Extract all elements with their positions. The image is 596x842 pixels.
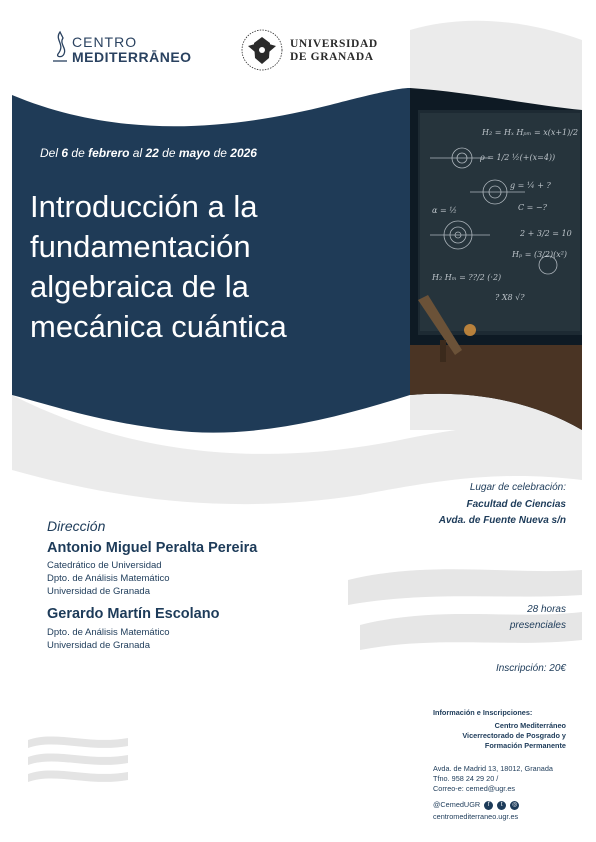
director-name: Antonio Miguel Peralta Pereira [47,540,258,556]
venue-place: Facultad de Ciencias [466,499,566,510]
centro-logo-line1: CENTRO [72,34,138,50]
date-start-month: febrero [88,146,130,160]
ugr-logo-line2: DE GRANADA [290,51,374,63]
svg-text:Hₚ = (3/2)(x²): Hₚ = (3/2)(x²) [512,250,568,259]
title-line: mecánica cuántica [30,309,287,344]
svg-text:g = ¼ + ?: g = ¼ + ? [510,181,551,190]
contact-social [433,800,519,810]
svg-text:? X8 √?: ? X8 √? [495,293,525,302]
contact-org-line: Centro Mediterráneo [494,721,566,730]
venue-address: Avda. de Fuente Nueva s/n [438,515,566,526]
contact-website[interactable]: centromediterraneo.ugr.es [433,812,519,821]
course-hours: 28 horas [527,604,566,615]
svg-text:H₂ Hₘ = ??/2 (·2): H₂ Hₘ = ??/2 (·2) [432,273,502,282]
title-line: Introducción a la [30,189,258,224]
contact-org-line: Formación Permanente [484,741,566,750]
svg-text:C = −?: C = −? [518,203,547,212]
svg-text:ρ = 1/2 ½(+(x=4)): ρ = 1/2 ½(+(x=4)) [480,153,556,162]
director-detail: Catedrático de Universidad [47,560,162,571]
title-line: fundamentación [30,229,251,264]
director-detail: Dpto. de Análisis Matemático [47,573,170,584]
date-word-de: de [71,146,85,160]
date-start-day: 6 [61,146,69,160]
venue-label: Lugar de celebración: [469,482,566,493]
svg-text:2 + 3/2 = 10: 2 + 3/2 = 10 [520,229,572,238]
wave-bottom-left [28,736,128,782]
contact-org-line: Vicerrectorado de Posgrado y [462,731,566,740]
title-line: algebraica de la [30,269,249,304]
wave-right-2 [360,612,582,650]
director-detail: Dpto. de Análisis Matemático [47,627,170,638]
date-end-month: mayo [178,146,211,160]
course-title [30,187,400,347]
contact-email[interactable]: Correo-e: cemed@ugr.es [433,784,516,793]
date-word-al: al [132,146,143,160]
ugr-logo [240,28,400,72]
twitter-icon[interactable]: t [497,801,506,810]
facebook-icon[interactable]: f [484,801,493,810]
ugr-seal-icon [240,28,284,72]
social-handle[interactable]: @CemedUGR [433,800,481,809]
svg-text:α = ½: α = ½ [432,206,457,215]
ugr-logo-line1: UNIVERSIDAD [290,38,378,50]
chalkboard-image [410,88,582,430]
date-prefix: Del [40,146,59,160]
course-mode: presenciales [509,620,566,631]
svg-text:H₂ = Hₓ Hₚₘ = x(x+1)/2: H₂ = Hₓ Hₚₘ = x(x+1)/2 [482,128,579,137]
course-dates [40,146,257,160]
director-name: Gerardo Martín Escolano [47,606,220,622]
instagram-icon[interactable]: ◎ [512,801,518,808]
centro-logo-line2: MEDITERRĀNEO [72,49,192,65]
date-year: 2026 [230,146,257,160]
direction-label: Dirección [47,518,106,534]
date-word-de: de [162,146,176,160]
date-word-de: de [213,146,227,160]
flame-icon [50,30,70,64]
centro-mediterraneo-logo [50,28,200,68]
contact-address: Avda. de Madrid 13, 18012, Granada [433,764,553,773]
contact-heading: Información e Inscripciones: [433,708,533,717]
wave-right-1 [348,569,582,605]
date-end-day: 22 [145,146,159,160]
registration-fee: Inscripción: 20€ [495,663,566,674]
director-detail: Universidad de Granada [47,586,150,597]
director-detail: Universidad de Granada [47,640,150,651]
contact-phone: Tfno. 958 24 29 20 / [433,774,499,783]
